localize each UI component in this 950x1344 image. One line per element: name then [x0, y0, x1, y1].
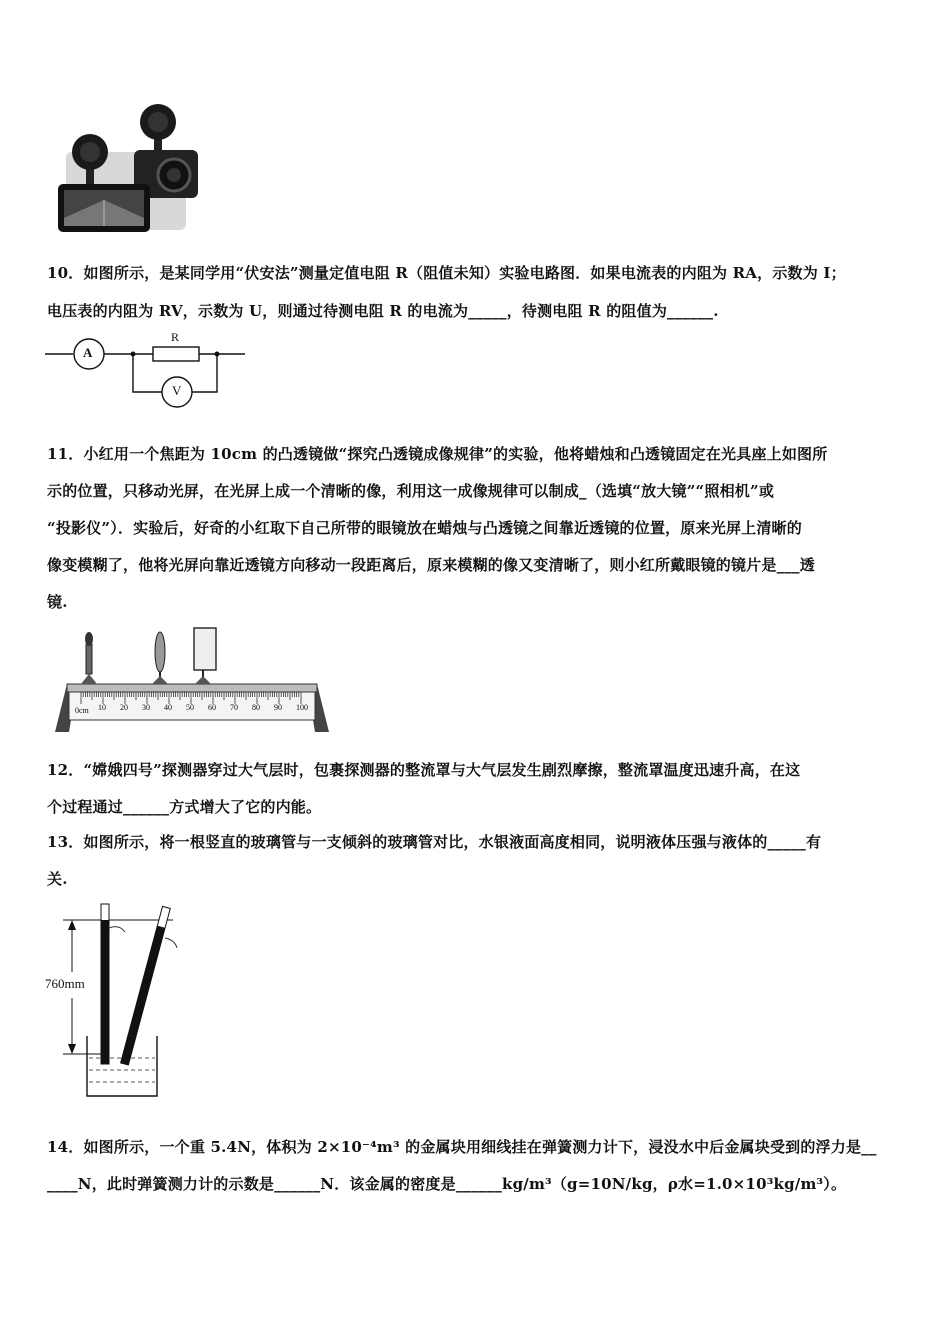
mercury-tube-diagram: [45, 898, 195, 1103]
q14-line2: ____N，此时弹簧测力计的示数是______N．该金属的密度是______kg/m³（g=10N/kg，ρ水=1.0×10³kg/m³）。: [47, 1175, 847, 1193]
ruler-tick-label: 10: [98, 703, 106, 712]
q11-line5: 镜.: [47, 593, 68, 611]
q13-line2: 关.: [47, 870, 68, 888]
resistor-label: R: [171, 330, 180, 344]
height-label: 760mm: [45, 976, 85, 991]
ruler-tick-label: 50: [186, 703, 194, 712]
q11-line3: “投影仪”）．实验后，好奇的小红取下自己所带的眼镜放在蜡烛与凸透镜之间靠近透镜的位置，原来光屏上清晰的: [47, 519, 802, 537]
q10-line1: 10．如图所示，是某同学用“伏安法”测量定值电阻 R（阻值未知）实验电路图．如果电流表的内阻为 RA，示数为 I；: [47, 264, 846, 282]
optical-bench-diagram: [47, 624, 337, 736]
q13-line1: 13．如图所示，将一根竖直的玻璃管与一支倾斜的玻璃管对比，水银液面高度相同，说明液体压强与液体的_____有: [47, 833, 822, 851]
ruler-tick-label: 80: [252, 703, 260, 712]
voltmeter-label: V: [172, 383, 182, 398]
q11-line1: 11．小红用一个焦距为 10cm 的凸透镜做“探究凸透镜成像规律”的实验，他将蜡烛和凸透镜固定在光具座上如图所: [47, 445, 828, 463]
ruler-tick-label: 70: [230, 703, 238, 712]
ruler-tick-label: 60: [208, 703, 216, 712]
circuit-diagram: [45, 330, 250, 410]
ruler-unit-label: 0cm: [75, 706, 89, 715]
q11-line2: 示的位置，只移动光屏，在光屏上成一个清晰的像，利用这一成像规律可以制成_（选填“放大镜”“照相机”或: [47, 482, 775, 500]
q10-line2: 电压表的内阻为 RV，示数为 U，则通过待测电阻 R 的电流为_____，待测电阻 R 的阻值为______.: [47, 302, 719, 320]
ammeter-label: A: [83, 345, 93, 360]
ruler-tick-label: 30: [142, 703, 150, 712]
ruler-tick-label: 40: [164, 703, 172, 712]
ruler-tick-label: 100: [296, 703, 308, 712]
q11-line4: 像变模糊了，他将光屏向靠近透镜方向移动一段距离后，原来模糊的像又变清晰了，则小红所戴眼镜的镜片是___透: [47, 556, 815, 574]
ruler-tick-label: 20: [120, 703, 128, 712]
dashcam-photo: [56, 100, 204, 235]
ruler-tick-label: 90: [274, 703, 282, 712]
q14-line1: 14．如图所示，一个重 5.4N，体积为 2×10⁻⁴m³ 的金属块用细线挂在弹簧测力计下，浸没水中后金属块受到的浮力是__: [47, 1138, 877, 1156]
q12-line1: 12．“嫦娥四号”探测器穿过大气层时，包裹探测器的整流罩与大气层发生剧烈摩擦，整流罩温度迅速升高，在这: [47, 761, 801, 779]
q12-line2: 个过程通过______方式增大了它的内能。: [47, 798, 322, 816]
